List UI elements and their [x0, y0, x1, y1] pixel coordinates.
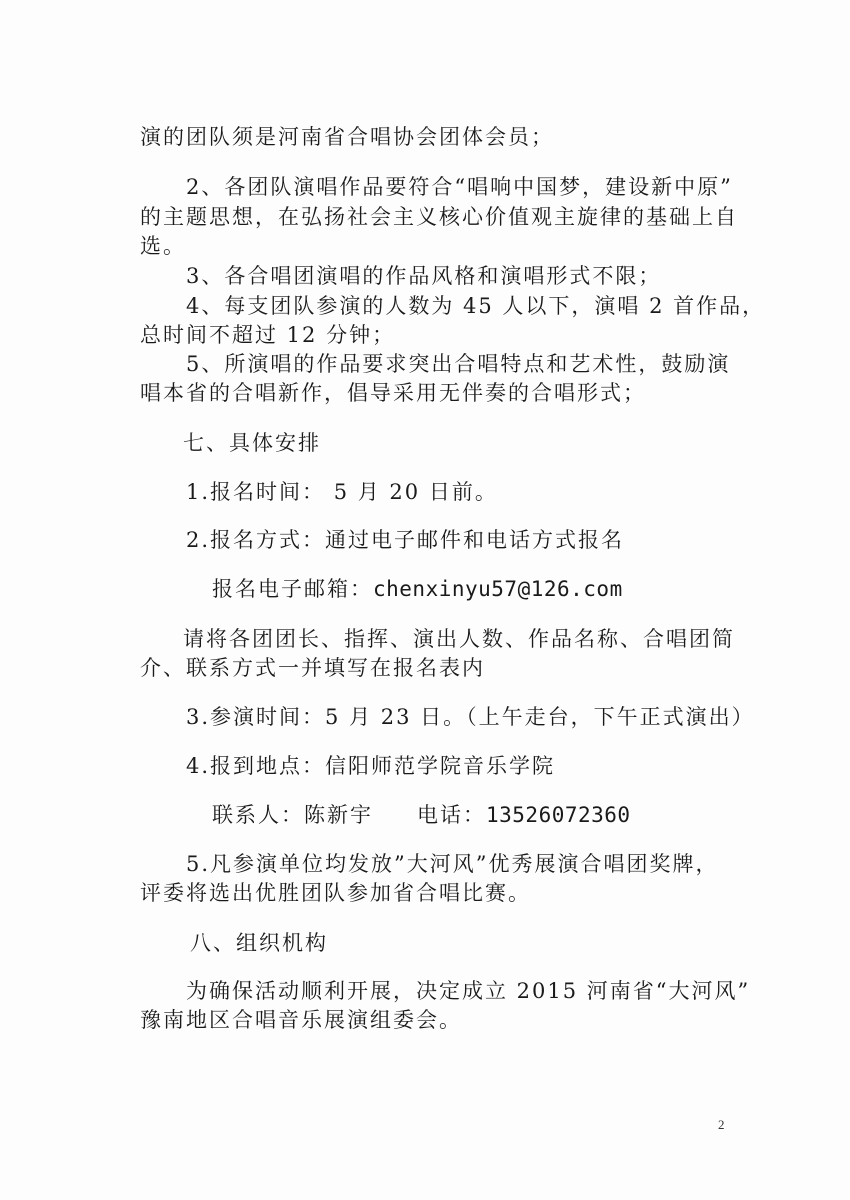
paragraph-line: 选。 — [140, 234, 186, 258]
paragraph-line: 唱本省的合唱新作，倡导采用无伴奏的合唱形式； — [140, 381, 646, 405]
contact-person: 联系人：陈新宇 — [212, 803, 373, 827]
paragraph-line: 的主题思想，在弘扬社会主义核心价值观主旋律的基础上自 — [140, 205, 738, 229]
phone-label: 电话： — [417, 803, 486, 827]
section-heading: 八、组织机构 — [190, 931, 328, 955]
paragraph-line: 3.参演时间：5 月 23 日。（上午走台，下午正式演出） — [186, 705, 755, 729]
paragraph-line: 请将各团团长、指挥、演出人数、作品名称、合唱团简 — [183, 627, 735, 651]
contact-line — [212, 802, 631, 828]
paragraph-line: 介、联系方式一并填写在报名表内 — [140, 656, 485, 680]
paragraph-line: 2.报名方式：通过电子邮件和电话方式报名 — [186, 528, 625, 552]
paragraph-line: 豫南地区合唱音乐展演组委会。 — [140, 1008, 462, 1032]
paragraph-line: 演的团队须是河南省合唱协会团体会员； — [140, 125, 554, 149]
paragraph-line: 5、所演唱的作品要求突出合唱特点和艺术性，鼓励演 — [186, 352, 731, 376]
paragraph-line: 评委将选出优胜团队参加省合唱比赛。 — [140, 881, 531, 905]
paragraph-line: 4、每支团队参演的人数为 45 人以下，演唱 2 首作品， — [186, 294, 766, 318]
paragraph-line: 1.报名时间： 5 月 20 日前。 — [186, 480, 498, 504]
paragraph-line: 3、各合唱团演唱的作品风格和演唱形式不限； — [186, 264, 662, 288]
paragraph-line: 2、各团队演唱作品要符合“唱响中国梦，建设新中原” — [186, 175, 733, 199]
phone-number: 13526072360 — [486, 803, 631, 827]
paragraph-line: 总时间不超过 12 分钟； — [140, 323, 396, 347]
paragraph-line: 为确保活动顺利开展，决定成立 2015 河南省“大河风” — [186, 979, 751, 1003]
section-heading: 七、具体安排 — [183, 431, 321, 455]
email-address: chenxinyu57@126.com — [373, 577, 623, 601]
paragraph-line: 5.凡参演单位均发放”大河风”优秀展演合唱团奖牌， — [186, 852, 719, 876]
page-number: 2 — [718, 1117, 725, 1132]
email-line — [212, 576, 623, 602]
paragraph-line: 4.报到地点：信阳师范学院音乐学院 — [186, 754, 556, 778]
email-label: 报名电子邮箱： — [212, 577, 373, 601]
